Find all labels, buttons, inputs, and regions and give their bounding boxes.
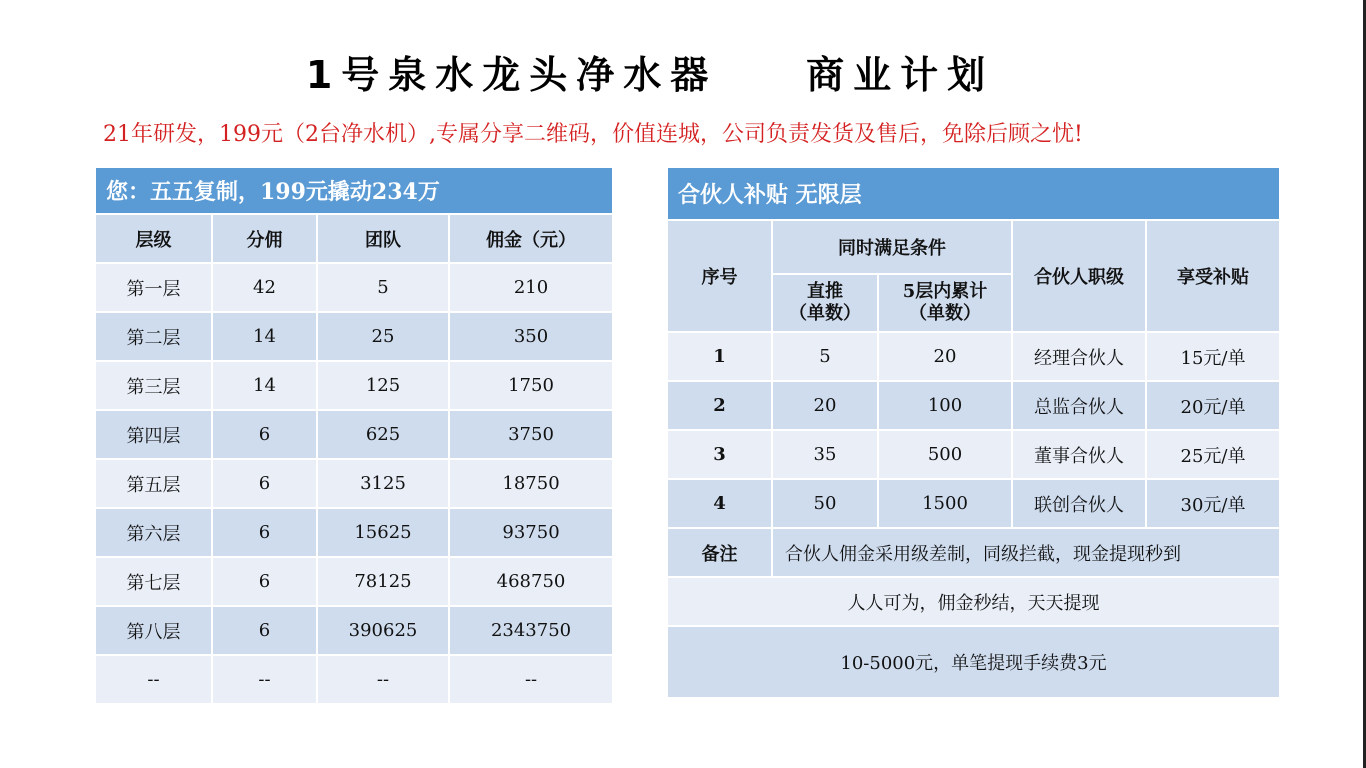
- table-cell: 6: [212, 557, 317, 606]
- table-cell: 30元/单: [1146, 479, 1280, 528]
- table-cell: 390625: [317, 606, 449, 655]
- table-cell: 6: [212, 459, 317, 508]
- table-cell: --: [317, 655, 449, 704]
- table-cell: 5: [317, 263, 449, 312]
- table-row: [667, 479, 1280, 528]
- page-subtitle: 21年研发，199元（2台净水机）,专属分享二维码，价值连城，公司负责发货及售后，免除后顾之忧!: [103, 122, 1083, 147]
- table-cell: 第七层: [95, 557, 212, 606]
- table-cell: 468750: [449, 557, 613, 606]
- table-row: [95, 557, 613, 606]
- table-cell: 35: [772, 430, 878, 479]
- table-row: [95, 508, 613, 557]
- table-cell: 20元/单: [1146, 381, 1280, 430]
- note-row: [667, 528, 1280, 577]
- column-header-subsidy: 享受补贴: [1146, 220, 1280, 332]
- table-cell: 93750: [449, 508, 613, 557]
- table-cell: 25: [317, 312, 449, 361]
- table-cell: 1750: [449, 361, 613, 410]
- footer-text-2: 10-5000元，单笔提现手续费3元: [667, 626, 1280, 698]
- table-cell: 3750: [449, 410, 613, 459]
- column-header-partner-level: 合伙人职级: [1012, 220, 1146, 332]
- table-cell: 4: [667, 479, 772, 528]
- table-row: [95, 459, 613, 508]
- table-cell: 第八层: [95, 606, 212, 655]
- table-row: [95, 361, 613, 410]
- table-row: [95, 410, 613, 459]
- table-cell: 经理合伙人: [1012, 332, 1146, 381]
- table-cell: 18750: [449, 459, 613, 508]
- table-cell: 210: [449, 263, 613, 312]
- table-cell: 350: [449, 312, 613, 361]
- table-cell: 6: [212, 410, 317, 459]
- column-header-direct: 直推 （单数）: [772, 274, 878, 332]
- table-cell: 联创合伙人: [1012, 479, 1146, 528]
- table-cell: 第二层: [95, 312, 212, 361]
- footer-row: [667, 626, 1280, 698]
- column-header-cumulative: 5层内累计 （单数）: [878, 274, 1012, 332]
- column-header-seq: 序号: [667, 220, 772, 332]
- column-header-share: 分佣: [212, 214, 317, 263]
- table-cell: 50: [772, 479, 878, 528]
- table-cell: 1: [667, 332, 772, 381]
- table-cell: 42: [212, 263, 317, 312]
- table-cell: --: [95, 655, 212, 704]
- column-header-team: 团队: [317, 214, 449, 263]
- table-cell: 625: [317, 410, 449, 459]
- table-row: [95, 312, 613, 361]
- table-cell: 6: [212, 606, 317, 655]
- commission-table-header: 您：五五复制，199元撬动234万: [95, 167, 613, 214]
- column-header-conditions: 同时满足条件: [772, 220, 1012, 274]
- table-cell: --: [449, 655, 613, 704]
- column-header-level: 层级: [95, 214, 212, 263]
- table-cell: 78125: [317, 557, 449, 606]
- table-row: [667, 381, 1280, 430]
- table-cell: 15625: [317, 508, 449, 557]
- table-cell: 20: [772, 381, 878, 430]
- table-cell: 第六层: [95, 508, 212, 557]
- table-row: [667, 430, 1280, 479]
- table-cell: 2: [667, 381, 772, 430]
- table-cell: 125: [317, 361, 449, 410]
- table-cell: 第四层: [95, 410, 212, 459]
- footer-text-1: 人人可为，佣金秒结，天天提现: [667, 577, 1280, 626]
- table-cell: 1500: [878, 479, 1012, 528]
- page-title: 1号泉水龙头净水器 商业计划: [305, 53, 995, 97]
- table-cell: 第三层: [95, 361, 212, 410]
- column-header-commission: 佣金（元）: [449, 214, 613, 263]
- table-cell: --: [212, 655, 317, 704]
- table-cell: 15元/单: [1146, 332, 1280, 381]
- table-cell: 100: [878, 381, 1012, 430]
- table-cell: 3: [667, 430, 772, 479]
- commission-table: [94, 166, 614, 705]
- table-row: [95, 606, 613, 655]
- table-cell: 2343750: [449, 606, 613, 655]
- table-cell: 14: [212, 312, 317, 361]
- table-cell: 20: [878, 332, 1012, 381]
- table-cell: 14: [212, 361, 317, 410]
- table-cell: 3125: [317, 459, 449, 508]
- table-cell: 5: [772, 332, 878, 381]
- table-cell: 第一层: [95, 263, 212, 312]
- table-row: [95, 263, 613, 312]
- table-row: [667, 332, 1280, 381]
- table-cell: 6: [212, 508, 317, 557]
- partner-subsidy-table: [666, 166, 1281, 699]
- table-cell: 董事合伙人: [1012, 430, 1146, 479]
- table-cell: 第五层: [95, 459, 212, 508]
- table-row: [95, 655, 613, 704]
- table-cell: 总监合伙人: [1012, 381, 1146, 430]
- partner-subsidy-table-header: 合伙人补贴 无限层: [667, 167, 1280, 220]
- footer-row: [667, 577, 1280, 626]
- table-cell: 500: [878, 430, 1012, 479]
- table-cell: 25元/单: [1146, 430, 1280, 479]
- note-label: 备注: [667, 528, 772, 577]
- note-text: 合伙人佣金采用级差制，同级拦截，现金提现秒到: [772, 528, 1280, 577]
